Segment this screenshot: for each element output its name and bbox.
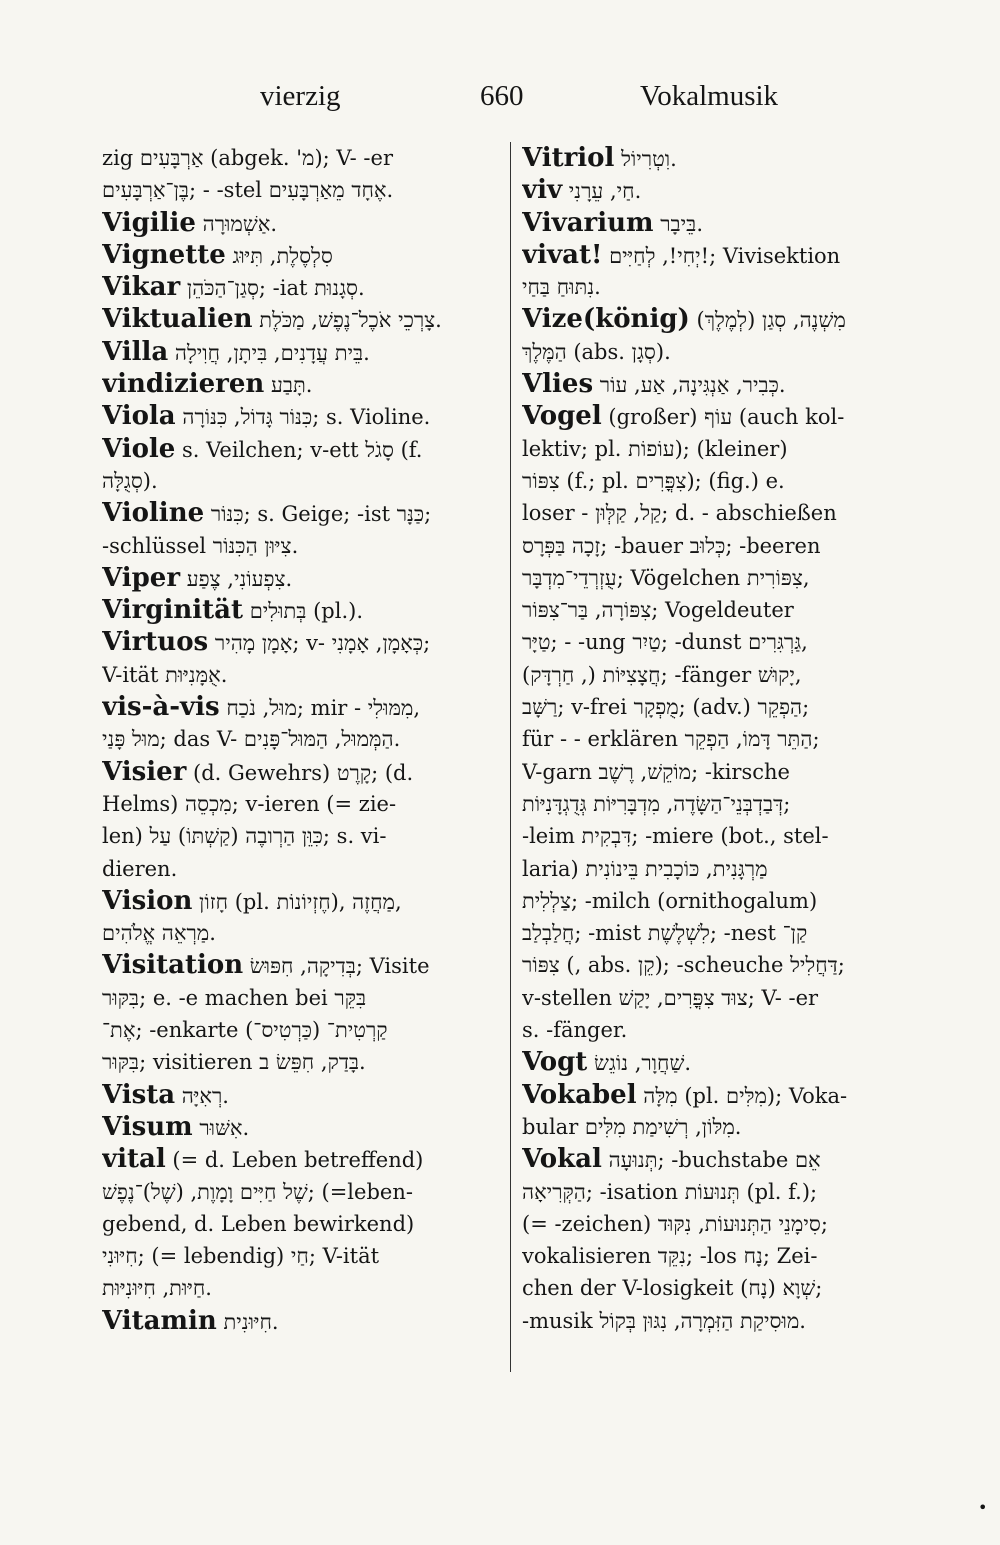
right-column: [522, 142, 917, 1337]
entry-text: שֶׁל חַיִּים וָמָוֶת, (שֶׁל)־נֶפֶשׁ; (=leben-: [102, 1179, 413, 1204]
entry-line: [522, 853, 917, 885]
entry-line: [522, 659, 917, 691]
entry-line: [102, 142, 497, 174]
entry-text: עֻזְרְדֵי־מִדְבָּר; Vögelchen צִפּוֹרִית,: [522, 565, 810, 590]
entry-text: בִּקּוּר; visitieren בָּדַק, חִפֵּשׂ ב.: [102, 1050, 366, 1075]
entry-line: [102, 1208, 497, 1240]
entry-line: [102, 1305, 497, 1337]
entry-line: [522, 982, 917, 1014]
headword: Vikar: [102, 272, 181, 303]
entry-line: [102, 788, 497, 820]
entry-line: [102, 917, 497, 949]
entry-text: צִפּוֹרָה, בַּר־צִפּוֹר; Vogeldeuter: [522, 598, 794, 623]
entry-text: laria) מַרְגָּנִית, כּוֹכָבִית בֵּינוֹנִית: [522, 856, 768, 881]
entry-line: [522, 239, 917, 271]
headword: Vivarium: [522, 207, 654, 238]
stray-mark: •: [978, 1498, 988, 1517]
entry-text: מִלָּה (pl. מִלִּים); Voka-: [636, 1083, 848, 1108]
entry-text: תָּבַע.: [264, 373, 313, 398]
entry-text: für - - erklären הַתֵּר דָּמוֹ, הַפְקֵר;: [522, 727, 820, 752]
headword: Vignette: [102, 239, 226, 270]
headword: Vision: [102, 885, 193, 916]
entry-text: צִפּוֹר (, abs. קֵן); -scheuche דַּחֲלִיל;: [522, 953, 845, 978]
entry-text: הַמֶּלֶךְ (abs. סְגָן).: [522, 339, 671, 364]
entry-line: [522, 1305, 917, 1337]
entry-line: [522, 1079, 917, 1111]
headword: Visum: [102, 1111, 193, 1142]
entry-line: [522, 594, 917, 626]
entry-text: כִּנּוֹר; s. Geige; -ist כַּנָּר;: [204, 502, 432, 527]
entry-line: [102, 949, 497, 981]
entry-text: כִּנּוֹר גָּדוֹל, כִּנּוֹרָה; s. Violine.: [175, 405, 431, 430]
entry-text: bular מִלּוֹן, רְשִׁימַת מִלִּים.: [522, 1114, 742, 1139]
entry-text: זָכָה בַּפְּרָס; -bauer כְּלוּב; -beeren: [522, 533, 821, 558]
entry-line: [522, 626, 917, 658]
entry-text: -leim דִּבְקִית; -miere (bot., stel-: [522, 824, 829, 849]
entry-text: צִפּוֹר (f.; pl. צִפֳּרִים); (fig.) e.: [522, 468, 785, 493]
entry-text: -schlüssel צִיּוּן הַכִּנּוֹר.: [102, 533, 299, 558]
entry-text: חֲלַבְלַב; -mist לִשְׁלֶשֶׁת; -nest קַן־: [522, 921, 808, 946]
entry-text: dieren.: [102, 856, 178, 881]
entry-line: [102, 530, 497, 562]
headword: Vitriol: [522, 143, 615, 173]
entry-text: בְּדִיקָה, חִפּוּשׂ; Visite: [243, 954, 430, 979]
entry-text: vokalisieren נִקֵּד; -los נָח; Zei-: [522, 1244, 818, 1269]
entry-line: [522, 336, 917, 368]
header-right-guideword: Vokalmusik: [640, 80, 779, 112]
entry-line: [522, 562, 917, 594]
headword: Virtuos: [102, 627, 209, 658]
header-left-guideword: vierzig: [260, 80, 341, 112]
headword: vis-à-vis: [102, 692, 220, 723]
entry-text: gebend, d. Leben bewirkend): [102, 1211, 415, 1236]
entry-text: אִשּׁוּר.: [192, 1115, 250, 1140]
entry-line: [102, 626, 497, 658]
entry-text: s. -fänger.: [522, 1018, 628, 1043]
headword: Viper: [102, 562, 181, 593]
headword: Viola: [102, 401, 176, 432]
entry-line: [102, 1046, 497, 1078]
headword: Vitamin: [102, 1305, 217, 1336]
entry-line: [102, 562, 497, 594]
entry-line: [102, 1143, 497, 1175]
entry-text: בֵּיבָר.: [653, 211, 703, 236]
entry-text: v-stellen צוּד צִפֳּרִים, יָקַשׁ; V- -er: [522, 985, 819, 1010]
entry-text: אָמָן מָהִיר; v- כְּאָמָן, אָמָנִי;: [208, 631, 431, 656]
entry-line: [102, 659, 497, 691]
entry-text: (לְמֶלֶךְ) מִשְׁנֶה, סְגַן: [689, 308, 846, 333]
entry-text: אַשְׁמוּרָה.: [195, 211, 278, 236]
entry-line: [102, 885, 497, 917]
headword: Vize(könig): [522, 304, 690, 335]
entry-line: [522, 723, 917, 755]
entry-text: (großer) עוֹף (auch kol-: [601, 405, 845, 430]
entry-line: [102, 853, 497, 885]
entry-line: [522, 1272, 917, 1304]
entry-text: וִטְרִיוֹל.: [614, 147, 677, 171]
entry-line: [522, 530, 917, 562]
entry-text: רַשָּׁב; v-frei מֻפְקָר; (adv.) הַפְקֵר;: [522, 695, 810, 720]
entry-line: [102, 303, 497, 335]
entry-line: [102, 1014, 497, 1046]
left-column: [102, 142, 497, 1337]
entry-line: [102, 1079, 497, 1111]
headword: Vokal: [522, 1144, 602, 1175]
entry-text: סְגַן־הַכֹּהֵן; -iat סְגָנוּת.: [180, 276, 365, 301]
headword: vital: [102, 1144, 166, 1175]
entry-line: [102, 174, 497, 206]
entry-text: חִיּוּנִי; (= lebendig) חַי; V-ität: [102, 1244, 380, 1269]
entry-line: [102, 400, 497, 432]
headword: Visitation: [102, 950, 244, 981]
entry-line: [102, 207, 497, 239]
entry-line: [522, 1111, 917, 1143]
headword: Virginität: [102, 595, 243, 626]
entry-line: [102, 594, 497, 626]
entry-line: [102, 756, 497, 788]
entry-line: [522, 949, 917, 981]
page-number: 660: [480, 80, 524, 112]
entry-text: s. Veilchen; v-ett סָגֹל (f.: [175, 437, 423, 462]
headword: Viktualien: [102, 304, 253, 335]
entry-line: [102, 465, 497, 497]
entry-text: חַיּוּת, חִיּוּנִיּוּת.: [102, 1276, 212, 1301]
entry-line: [522, 465, 917, 497]
entry-text: תְּנוּעָה; -buchstabe אֵם: [601, 1148, 821, 1173]
entry-text: יְחִי!, לְחַיִּים!; Vivisektion: [602, 243, 841, 268]
entry-line: [522, 174, 917, 206]
entry-text: בֶּן־אַרְבָּעִים; - -stel אֶחָד מֵאַרְבָּעִים.: [102, 178, 394, 203]
entry-text: חִיּוּנִית.: [216, 1309, 279, 1334]
entry-text: חַי, עֵרָנִי.: [562, 179, 642, 204]
entry-text: צָרְכֵי אֹכֶל־נֶפֶשׁ, מַכֹּלֶת.: [252, 308, 442, 333]
headword: Vokabel: [522, 1079, 637, 1110]
entry-text: loser - קַל, קַלְּוּן; d. - abschießen: [522, 501, 837, 526]
entry-text: (d. Gewehrs) קָרֶט; (d.: [186, 760, 414, 785]
entry-text: V-garn מוֹקֵשׁ, רֶשֶׁב; -kirsche: [522, 759, 790, 784]
entry-text: צִפְעוֹנִי, צֶפַע.: [180, 566, 293, 591]
headword: Vogt: [522, 1047, 588, 1078]
entry-text: חֲצָצִיּוֹת (, חַרְדָּק); -fänger יָקוּשׁ,: [522, 662, 802, 687]
entry-line: [522, 400, 917, 432]
entry-text: שַׁחֲוָר, נוֹגֵשׂ.: [587, 1051, 692, 1076]
entry-text: אֶת־; -enkarte (כַּרְטִיס־) קַרְטִית־: [102, 1018, 388, 1043]
entry-line: [102, 691, 497, 723]
entry-text: lektiv; pl. עוֹפוֹת); (kleiner): [522, 436, 788, 461]
entry-text: -musik מוּסִיקַת הַזִּמְרָה, נִגּוּן בְּקוֹל.: [522, 1308, 806, 1333]
entry-line: [102, 433, 497, 465]
entry-text: Helms) מִכְסֵה; v-ieren (= zie-: [102, 791, 397, 816]
entry-line: [522, 788, 917, 820]
entry-text: רְאִיָּה.: [175, 1083, 229, 1108]
headword: Vogel: [522, 401, 602, 432]
entry-text: len) כִּוֵּן הַרְובֶה (קַשְׁתּוֹ) עַל; s. vi-: [102, 824, 387, 849]
headword: vindizieren: [102, 369, 265, 400]
entry-text: zig אַרְבָּעִים (abgek. 'מ); V- -er: [102, 146, 393, 170]
column-divider: [510, 142, 511, 1372]
entry-text: דְּבַדְבְּנֵי־הַשָּׂדֶה, מִדְבָּרִיּוֹת גְּדֻגְדָּנִיּוֹת;: [522, 791, 791, 816]
entry-text: סִלְסֶלֶת, תִּיּוּג: [225, 243, 333, 268]
entry-line: [522, 917, 917, 949]
entry-line: [102, 271, 497, 303]
entry-line: [102, 1240, 497, 1272]
entry-line: [102, 336, 497, 368]
headword: Villa: [102, 336, 169, 367]
entry-line: [522, 1208, 917, 1240]
headword: Visier: [102, 756, 187, 787]
entry-text: מוּל פָּנַי; das V- הַמְּמוּל, הַמּוּל־פָּנִים.: [102, 727, 401, 752]
entry-line: [522, 207, 917, 239]
entry-line: [102, 239, 497, 271]
entry-line: [102, 497, 497, 529]
entry-line: [102, 368, 497, 400]
entry-line: [522, 1240, 917, 1272]
entry-text: טַיָּר; - -ung טַיִר; -dunst גַּרְגִּרִים,: [522, 630, 808, 655]
entry-line: [102, 982, 497, 1014]
entry-line: [102, 723, 497, 755]
entry-line: [522, 691, 917, 723]
entry-text: סְגֻלָּה).: [102, 468, 158, 493]
entry-line: [522, 142, 917, 174]
entry-line: [522, 1014, 917, 1046]
headword: vivat!: [522, 239, 603, 270]
entry-line: [522, 820, 917, 852]
entry-line: [102, 820, 497, 852]
headword: Violine: [102, 498, 205, 529]
entry-text: בְּתוּלִים (pl.).: [243, 599, 364, 624]
entry-line: [522, 303, 917, 335]
entry-text: הַקְּרִיאָה; -isation תְּנוּעוֹת (pl. f.);: [522, 1179, 818, 1204]
entry-line: [102, 1111, 497, 1143]
entry-text: בִּקּוּר; e. -e machen bei בִּקֵּר: [102, 985, 367, 1010]
entry-text: נִתּוּחַ בַּחַי.: [522, 275, 601, 300]
entry-line: [522, 497, 917, 529]
headword: viv: [522, 175, 563, 206]
headword: Viole: [102, 433, 176, 464]
entry-line: [522, 271, 917, 303]
entry-text: צַלְלִית; -milch (ornithogalum): [522, 888, 818, 913]
entry-line: [102, 1176, 497, 1208]
headword: Vista: [102, 1079, 176, 1110]
entry-line: [522, 1176, 917, 1208]
entry-text: בֵּית עֲדָנִים, בִּיתָן, חֲוִילָה.: [168, 340, 370, 365]
headword: Vlies: [522, 369, 594, 400]
entry-text: מוּל, נֹכַח; mir - מִמּוּלִי,: [219, 696, 421, 721]
entry-text: (= -zeichen) סִימָנֵי הַתְּנוּעוֹת, נִקּוּד;: [522, 1211, 828, 1236]
entry-line: [522, 756, 917, 788]
entry-text: חָזוֹן (pl. חֶזְיוֹנוֹת), מַחֲזֶה,: [192, 889, 402, 914]
page-header: [100, 80, 900, 120]
entry-line: [522, 1046, 917, 1078]
entry-line: [522, 433, 917, 465]
entry-text: מַרְאֵה אֱלֹהִים.: [102, 921, 216, 946]
entry-line: [522, 368, 917, 400]
headword: Vigilie: [102, 207, 196, 238]
entry-line: [522, 885, 917, 917]
entry-line: [522, 1143, 917, 1175]
entry-line: [102, 1272, 497, 1304]
entry-text: (= d. Leben betreffend): [165, 1148, 424, 1173]
entry-text: chen der V-losigkeit (נָח) שְׁוָא;: [522, 1276, 823, 1301]
entry-text: V-ität אֻמָּנִיּוּת.: [102, 662, 228, 687]
entry-text: כְּבִיר, אַנְגִּינָה, אַע, עוֹר.: [593, 373, 786, 398]
